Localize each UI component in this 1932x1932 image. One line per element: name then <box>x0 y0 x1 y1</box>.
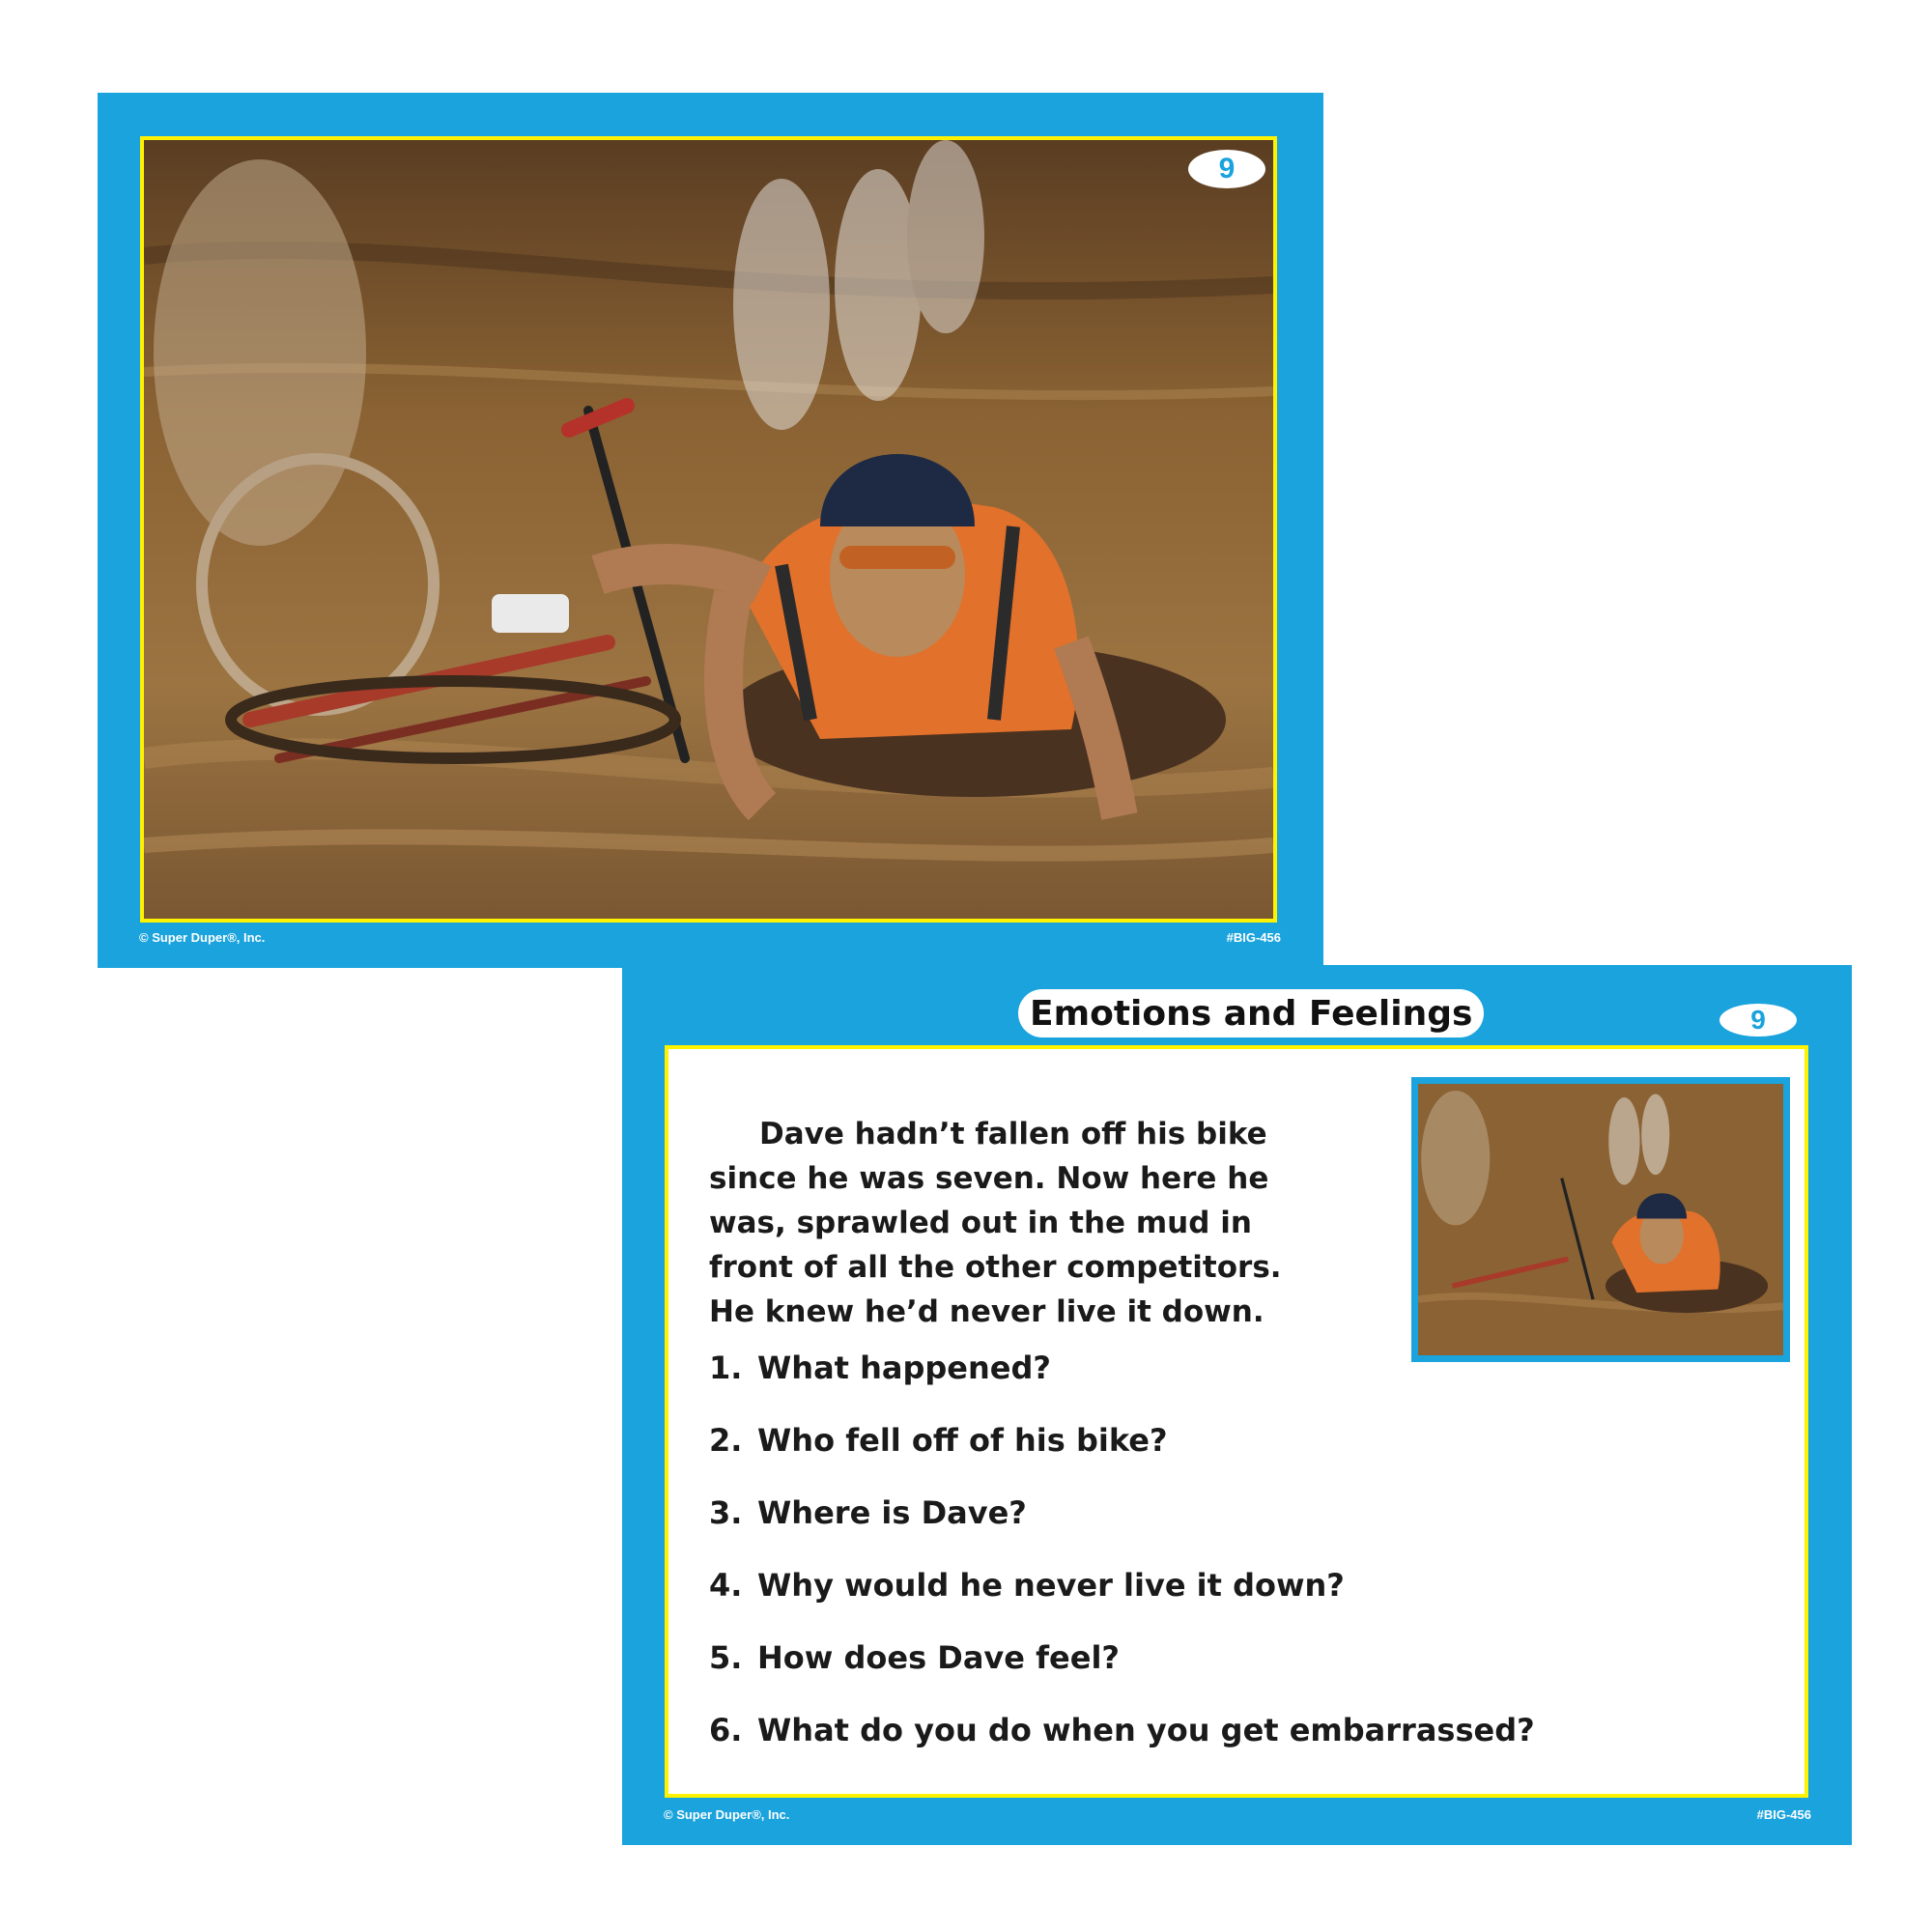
question-item <box>709 1566 1535 1638</box>
question-number: 4. <box>709 1567 743 1604</box>
question-text: Why would he never live it down? <box>757 1567 1345 1604</box>
question-text: How does Dave feel? <box>757 1639 1120 1676</box>
question-text: Who fell off of his bike? <box>757 1422 1168 1459</box>
cyclist-photo <box>140 136 1277 923</box>
question-number: 2. <box>709 1422 743 1459</box>
copyright-footer: © Super Duper®, Inc. <box>139 930 266 945</box>
question-item <box>709 1711 1535 1783</box>
question-item <box>709 1638 1535 1711</box>
card-number-badge: 9 <box>1188 150 1265 188</box>
back-card <box>622 965 1852 1845</box>
copyright-footer: © Super Duper®, Inc. <box>664 1807 790 1822</box>
product-code-footer: #BIG-456 <box>1226 930 1281 945</box>
question-item <box>709 1349 1535 1421</box>
product-code-footer: #BIG-456 <box>1756 1807 1811 1822</box>
cyclist-thumbnail <box>1418 1084 1783 1355</box>
front-card <box>98 93 1323 968</box>
question-text: Where is Dave? <box>757 1494 1027 1531</box>
question-item <box>709 1421 1535 1493</box>
story-paragraph: Dave hadn’t fallen off his bike since he was seven. Now here he was, sprawled out in the mud in front of all the other competitors. He knew he’d never live it down. <box>709 1117 1282 1329</box>
question-number: 5. <box>709 1639 743 1676</box>
question-number: 3. <box>709 1494 743 1531</box>
card-content <box>665 1045 1808 1798</box>
card-title: Emotions and Feelings <box>1018 989 1484 1037</box>
question-list <box>709 1349 1535 1783</box>
question-text: What happened? <box>757 1350 1051 1386</box>
question-number: 1. <box>709 1350 743 1386</box>
thumbnail-frame <box>1411 1077 1790 1362</box>
card-number-badge: 9 <box>1719 1004 1797 1037</box>
question-item <box>709 1493 1535 1566</box>
question-text: What do you do when you get embarrassed? <box>757 1712 1535 1748</box>
question-number: 6. <box>709 1712 743 1748</box>
